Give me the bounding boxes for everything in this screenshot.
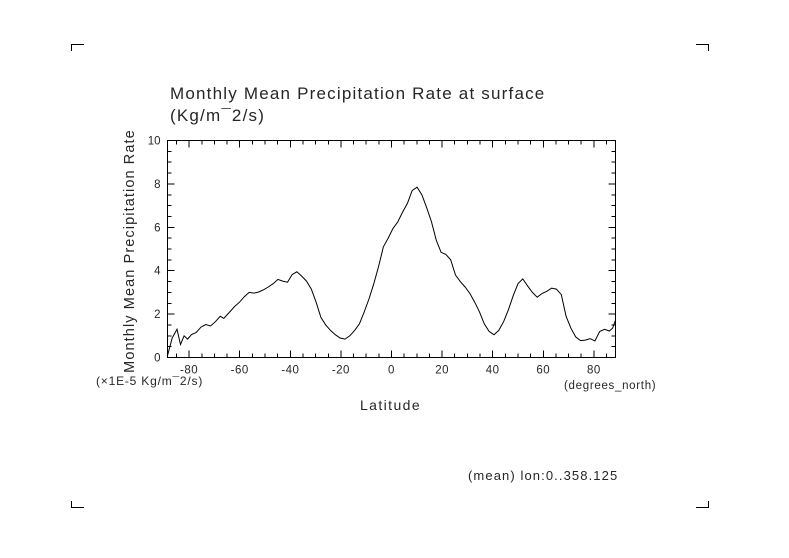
chart-title-line1: Monthly Mean Precipitation Rate at surface (170, 84, 546, 103)
x-tick-label: 60 (536, 364, 551, 377)
chart-title (170, 83, 545, 127)
x-tick-label: -40 (281, 364, 300, 377)
y-tick-label: 10 (147, 135, 161, 148)
x-tick-label: 40 (485, 364, 500, 377)
x-tick-label: -60 (230, 364, 249, 377)
x-tick-label: -20 (331, 364, 350, 377)
x-tick-label: 20 (435, 364, 449, 377)
y-tick-label: 0 (154, 352, 161, 365)
chart-title-line2: (Kg/m¯2/s) (170, 106, 266, 125)
precipitation-data-line (168, 187, 616, 355)
mean-longitude-note: (mean) lon:0..358.125 (468, 468, 619, 483)
y-axis-units-note: (×1E-5 Kg/m¯2/s) (96, 374, 204, 388)
y-tick-label: 6 (154, 222, 161, 235)
x-tick-label: 80 (586, 364, 601, 377)
x-tick-label: -80 (180, 364, 199, 377)
x-tick-label: 0 (388, 364, 395, 377)
x-axis-units-note: (degrees_north) (564, 380, 657, 392)
x-axis-title: Latitude (360, 397, 422, 413)
y-tick-label: 4 (154, 265, 161, 278)
plot-frame (168, 141, 616, 358)
y-tick-label: 8 (154, 178, 161, 191)
y-axis-title: Monthly Mean Precipitation Rate (122, 129, 138, 373)
y-tick-label: 2 (154, 309, 161, 322)
